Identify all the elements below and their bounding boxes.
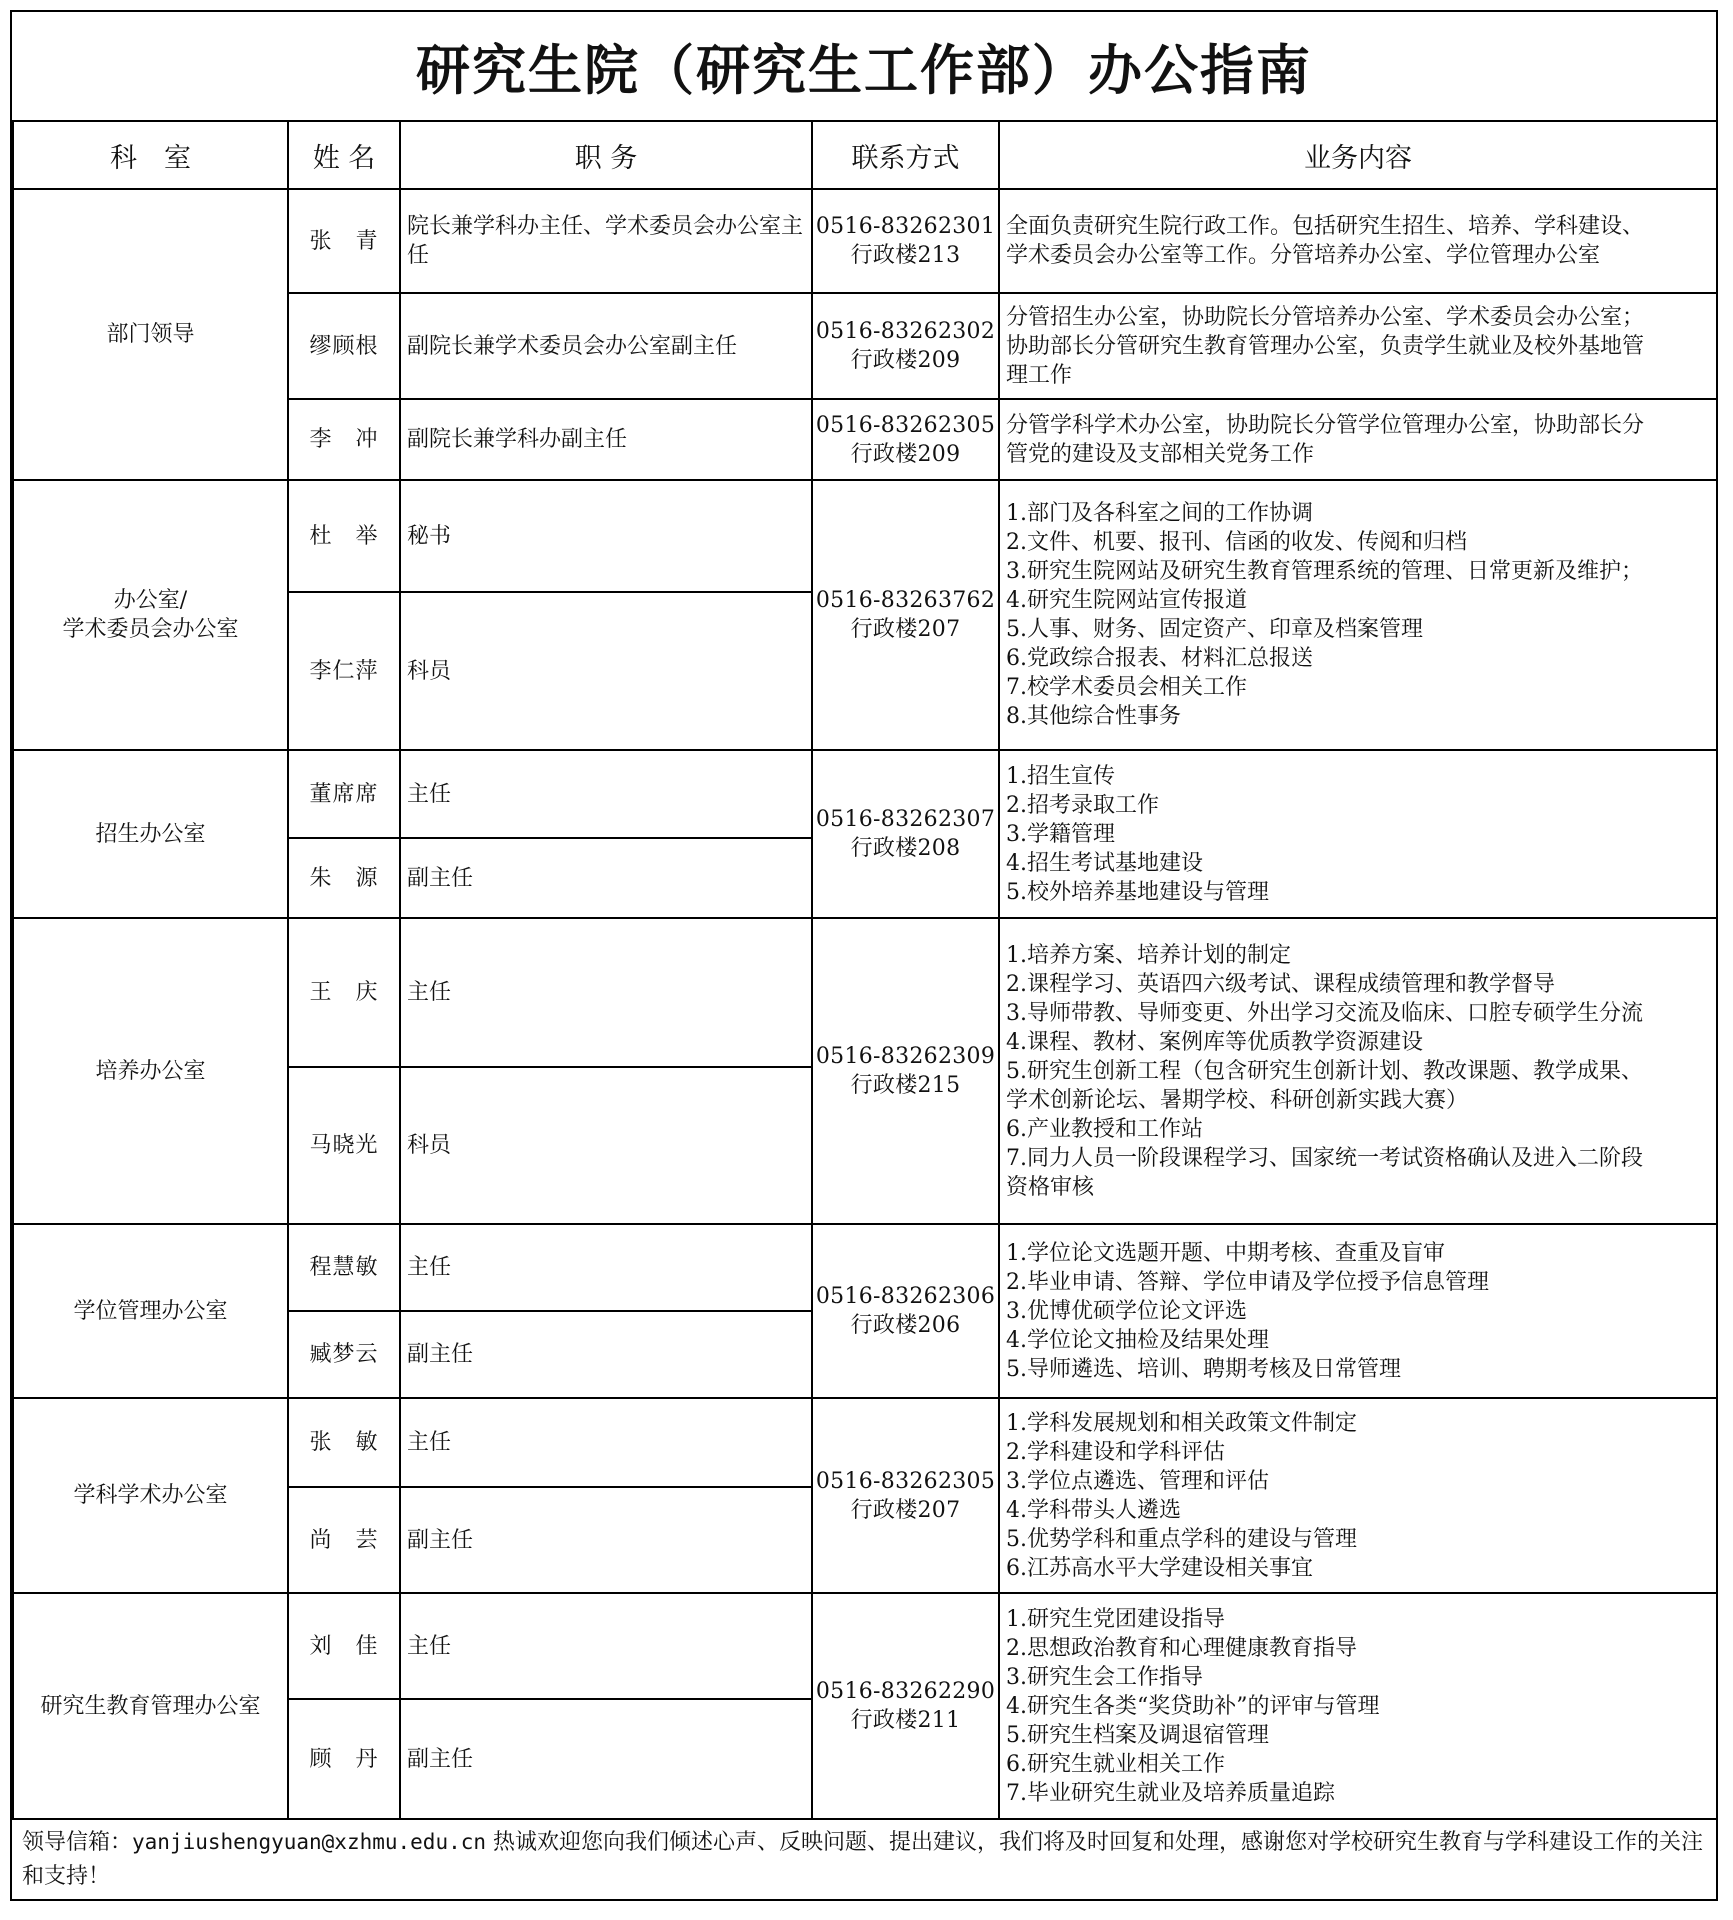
- contact-room: 行政楼209: [850, 441, 961, 467]
- staff-position: 科员: [400, 1067, 812, 1224]
- dept-cell-training: [13, 918, 288, 1224]
- staff-position: 院长兼学科办主任、学术委员会办公室主任: [400, 189, 812, 293]
- dept-cell-degree: [13, 1224, 288, 1398]
- duty-line: 学术创新论坛、暑期学校、科研创新实践大赛）: [1006, 1087, 1469, 1113]
- duty-line: 6.党政综合报表、材料汇总报送: [1006, 646, 1313, 671]
- duty-line: 4.研究生各类“奖贷助补”的评审与管理: [1006, 1693, 1380, 1719]
- staff-name: 朱 源: [288, 838, 400, 918]
- staff-position: 秘书: [400, 480, 812, 592]
- duty-line: 2.毕业申请、答辩、学位申请及学位授予信息管理: [1006, 1269, 1489, 1295]
- duty-line: 4.学位论文抽检及结果处理: [1006, 1327, 1269, 1353]
- duty-line: 5.优势学科和重点学科的建设与管理: [1006, 1526, 1357, 1552]
- duties-cell: [999, 750, 1717, 918]
- staff-position: 副主任: [400, 1487, 812, 1593]
- mailbox-label: 领导信箱：: [22, 1830, 133, 1855]
- duty-line: 4.学科带头人遴选: [1006, 1497, 1181, 1523]
- staff-position: 主任: [400, 1593, 812, 1699]
- contact-phone: 0516-83262305: [815, 412, 996, 438]
- staff-name: 董席席: [288, 750, 400, 838]
- contact-cell: [812, 480, 999, 750]
- staff-position: 副主任: [400, 838, 812, 918]
- duty-line: 7.毕业研究生就业及培养质量追踪: [1006, 1780, 1335, 1806]
- contact-phone: 0516-83262307: [815, 807, 996, 832]
- staff-name: 张 青: [288, 189, 400, 293]
- document-frame: [10, 10, 1718, 1901]
- dept-label: 培养办公室: [95, 1058, 206, 1084]
- table-row: [13, 1224, 1717, 1311]
- mailbox-message: 热诚欢迎您向我们倾述心声、反映问题、提出建议，我们将及时回复和处理，感谢您对学校研究生教育与学科建设工作的关注和支持！: [22, 1830, 1704, 1889]
- duty-line: 2.课程学习、英语四六级考试、课程成绩管理和教学督导: [1006, 971, 1555, 997]
- contact-cell: [812, 189, 999, 293]
- duties-cell: [999, 918, 1717, 1224]
- duty-line: 5.校外培养基地建设与管理: [1006, 879, 1269, 905]
- duty-line: 3.学位点遴选、管理和评估: [1006, 1468, 1269, 1494]
- page-title: 研究生院（研究生工作部）办公指南: [416, 38, 1312, 102]
- duty-line: 管党的建设及支部相关党务工作: [1006, 441, 1315, 467]
- header-contact: 联系方式: [812, 121, 999, 189]
- duty-line: 3.导师带教、导师变更、外出学习交流及临床、口腔专硕学生分流: [1006, 1000, 1643, 1026]
- duty-line: 5.人事、财务、固定资产、印章及档案管理: [1006, 617, 1423, 642]
- duties-cell: [999, 293, 1717, 399]
- table-row: [13, 1398, 1717, 1487]
- contact-room: 行政楼213: [850, 243, 961, 268]
- duty-line: 1.学科发展规划和相关政策文件制定: [1006, 1410, 1357, 1436]
- table-row: [13, 480, 1717, 592]
- staff-name: 尚 芸: [288, 1487, 400, 1593]
- contact-room: 行政楼215: [850, 1073, 961, 1098]
- leader-mailbox-note: [12, 1819, 1716, 1901]
- staff-name: 缪顾根: [288, 293, 400, 399]
- staff-position: 副主任: [400, 1311, 812, 1398]
- contact-cell: [812, 750, 999, 918]
- duty-line: 6.研究生就业相关工作: [1006, 1751, 1225, 1777]
- duty-line: 3.学籍管理: [1006, 821, 1115, 847]
- staff-name: 王 庆: [288, 918, 400, 1067]
- header-position: 职 务: [400, 121, 812, 189]
- table-row: [13, 918, 1717, 1067]
- duties-cell: [999, 1593, 1717, 1819]
- contact-room: 行政楼211: [850, 1708, 961, 1733]
- duties-cell: [999, 480, 1717, 750]
- duty-line: 2.学科建设和学科评估: [1006, 1439, 1225, 1465]
- duty-line: 2.文件、机要、报刊、信函的收发、传阅和归档: [1006, 530, 1467, 555]
- duty-line: 5.研究生创新工程（包含研究生创新计划、教改课题、教学成果、: [1006, 1058, 1643, 1084]
- contact-room: 行政楼207: [850, 617, 961, 642]
- duties-cell: [999, 399, 1717, 480]
- duty-line: 1.研究生党团建设指导: [1006, 1606, 1225, 1632]
- staff-name: 马晓光: [288, 1067, 400, 1224]
- duty-line: 1.招生宣传: [1006, 763, 1115, 789]
- contact-phone: 0516-83262302: [815, 319, 996, 344]
- contact-room: 行政楼209: [850, 348, 961, 373]
- dept-cell-discipline: [13, 1398, 288, 1593]
- dept-cell-student-affairs: [13, 1593, 288, 1819]
- duty-line: 6.江苏高水平大学建设相关事宜: [1006, 1555, 1313, 1581]
- header-duties: 业务内容: [999, 121, 1717, 189]
- duties-cell: [999, 1398, 1717, 1593]
- table-row: [13, 750, 1717, 838]
- duty-line: 2.招考录取工作: [1006, 792, 1159, 818]
- header-dept: 科 室: [13, 121, 288, 189]
- dept-cell-leadership: [13, 189, 288, 480]
- contact-phone: 0516-83263762: [815, 588, 996, 613]
- duty-line: 1.培养方案、培养计划的制定: [1006, 942, 1291, 968]
- staff-position: 主任: [400, 1398, 812, 1487]
- staff-name: 李仁萍: [288, 592, 400, 750]
- staff-position: 主任: [400, 750, 812, 838]
- contact-cell: [812, 1224, 999, 1398]
- duty-line: 理工作: [1006, 362, 1073, 388]
- dept-label: 部门领导: [106, 322, 195, 347]
- staff-name: 顾 丹: [288, 1699, 400, 1819]
- duties-cell: [999, 189, 1717, 293]
- duty-line: 2.思想政治教育和心理健康教育指导: [1006, 1635, 1357, 1661]
- duty-line: 1.部门及各科室之间的工作协调: [1006, 501, 1313, 526]
- contact-cell: [812, 1398, 999, 1593]
- contact-phone: 0516-83262305: [815, 1468, 996, 1494]
- dept-cell-admissions: [13, 750, 288, 918]
- duty-line: 3.优博优硕学位论文评选: [1006, 1298, 1247, 1324]
- staff-position: 主任: [400, 1224, 812, 1311]
- duty-line: 4.课程、教材、案例库等优质教学资源建设: [1006, 1029, 1423, 1055]
- duty-line: 学术委员会办公室等工作。分管培养办公室、学位管理办公室: [1006, 243, 1601, 268]
- staff-name: 张 敏: [288, 1398, 400, 1487]
- staff-name: 臧梦云: [288, 1311, 400, 1398]
- contact-room: 行政楼206: [850, 1313, 961, 1338]
- contact-room: 行政楼207: [850, 1497, 961, 1523]
- duty-line: 3.研究生院网站及研究生教育管理系统的管理、日常更新及维护；: [1006, 559, 1643, 584]
- contact-phone: 0516-83262301: [815, 214, 996, 239]
- contact-phone: 0516-83262306: [815, 1284, 996, 1309]
- staff-name: 杜 举: [288, 480, 400, 592]
- contact-cell: [812, 399, 999, 480]
- duty-line: 7.校学术委员会相关工作: [1006, 675, 1247, 700]
- duties-cell: [999, 1224, 1717, 1398]
- dept-label: 学术委员会办公室: [62, 617, 239, 642]
- contact-cell: [812, 1593, 999, 1819]
- duty-line: 1.学位论文选题开题、中期考核、查重及盲审: [1006, 1240, 1445, 1266]
- contact-cell: [812, 293, 999, 399]
- dept-label: 招生办公室: [95, 821, 206, 847]
- dept-label: 办公室/: [113, 588, 188, 613]
- table-row: [13, 189, 1717, 293]
- dept-label: 学科学术办公室: [73, 1483, 228, 1508]
- duty-line: 协助部长分管研究生教育管理办公室，负责学生就业及校外基地管: [1006, 333, 1645, 359]
- staff-position: 主任: [400, 918, 812, 1067]
- duty-line: 8.其他综合性事务: [1006, 704, 1181, 729]
- dept-cell-office: [13, 480, 288, 750]
- duty-line: 资格审核: [1006, 1174, 1095, 1200]
- table-header-row: [13, 121, 1717, 189]
- header-name: 姓 名: [288, 121, 400, 189]
- staff-position: 副主任: [400, 1699, 812, 1819]
- table-row: [13, 1593, 1717, 1699]
- dept-label: 学位管理办公室: [73, 1298, 228, 1324]
- staff-position: 科员: [400, 592, 812, 750]
- duty-line: 5.研究生档案及调退宿管理: [1006, 1722, 1269, 1748]
- contact-phone: 0516-83262290: [815, 1679, 996, 1704]
- staff-position: 副院长兼学术委员会办公室副主任: [400, 293, 812, 399]
- staff-name: 刘 佳: [288, 1593, 400, 1699]
- contact-room: 行政楼208: [850, 836, 961, 861]
- contact-cell: [812, 918, 999, 1224]
- office-guide-table: [12, 120, 1718, 1820]
- staff-name: 李 冲: [288, 399, 400, 480]
- duty-line: 4.招生考试基地建设: [1006, 850, 1203, 876]
- staff-position: 副院长兼学科办副主任: [400, 399, 812, 480]
- duty-line: 7.同力人员一阶段课程学习、国家统一考试资格确认及进入二阶段: [1006, 1145, 1643, 1171]
- duty-line: 分管招生办公室，协助院长分管培养办公室、学术委员会办公室；: [1006, 304, 1645, 330]
- contact-phone: 0516-83262309: [815, 1044, 996, 1069]
- dept-label: 研究生教育管理办公室: [40, 1693, 261, 1719]
- duty-line: 6.产业教授和工作站: [1006, 1116, 1203, 1142]
- duty-line: 3.研究生会工作指导: [1006, 1664, 1203, 1690]
- staff-name: 程慧敏: [288, 1224, 400, 1311]
- duty-line: 分管学科学术办公室，协助院长分管学位管理办公室，协助部长分: [1006, 412, 1645, 438]
- duty-line: 全面负责研究生院行政工作。包括研究生招生、培养、学科建设、: [1006, 214, 1645, 239]
- duty-line: 5.导师遴选、培训、聘期考核及日常管理: [1006, 1356, 1401, 1382]
- mailbox-email: yanjiushengyuan@xzhmu.edu.cn: [132, 1830, 487, 1854]
- duty-line: 4.研究生院网站宣传报道: [1006, 588, 1247, 613]
